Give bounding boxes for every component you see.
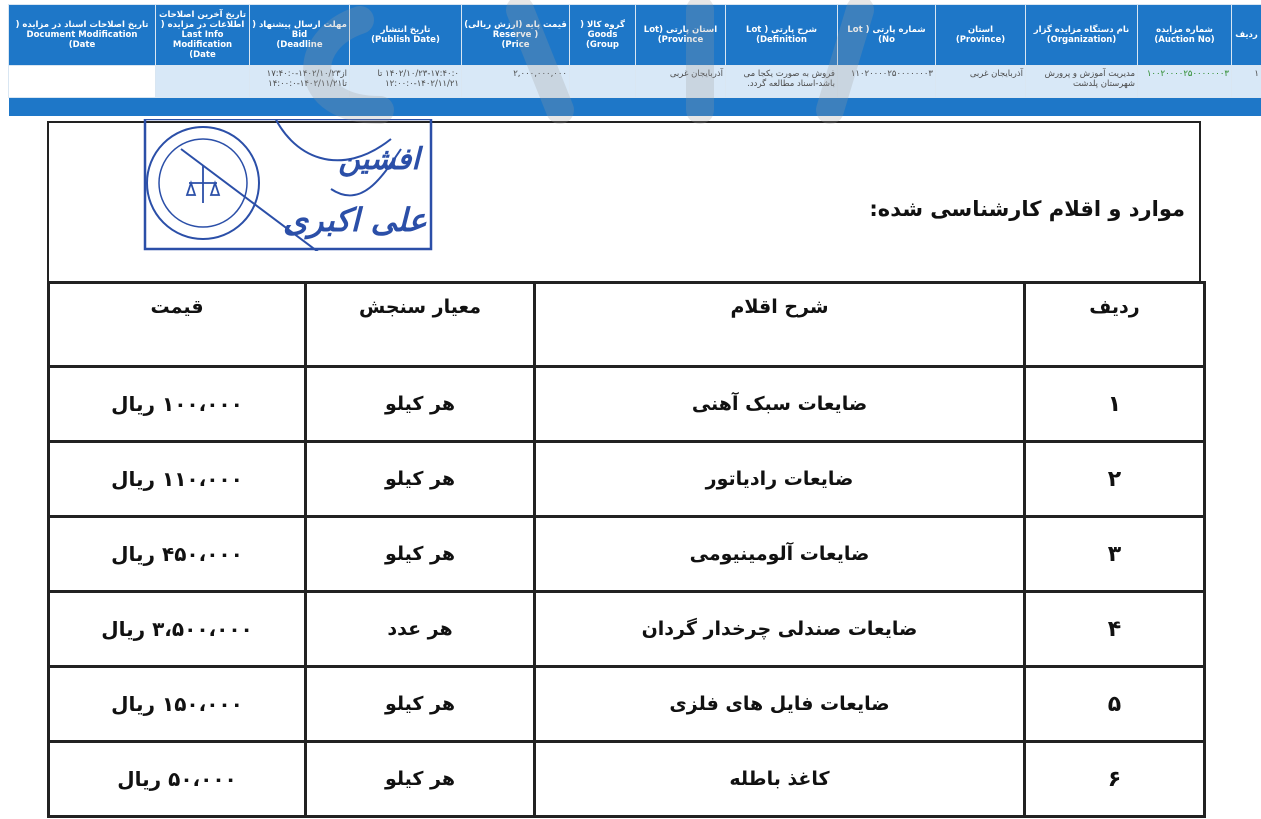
auction-grid-header-row <box>9 5 1261 66</box>
item-description: ضایعات آلومینیومی <box>535 517 1025 592</box>
cell-last-info-mod <box>156 66 250 98</box>
col-header-unit: معیار سنجش <box>306 283 535 367</box>
item-num: ۴ <box>1025 592 1205 667</box>
col-header-organization[interactable]: نام دستگاه مزایده گزار (Organization) <box>1026 5 1138 66</box>
cell-lot-province: آذربایجان غربی <box>636 66 726 98</box>
item-price: ۵۰،۰۰۰ ریال <box>49 742 306 817</box>
item-num: ۲ <box>1025 442 1205 517</box>
col-header-doc-mod[interactable]: تاریخ اصلاحات اسناد در مزایده ( Document Modification Date) <box>9 5 156 66</box>
stamp-name-line2: علی اکبری <box>283 201 427 239</box>
item-num: ۳ <box>1025 517 1205 592</box>
item-price: ۱۰۰،۰۰۰ ریال <box>49 367 306 442</box>
cell-lot-no[interactable]: ۱۱۰۲۰۰۰۰۲۵۰۰۰۰۰۰۰۳ <box>838 66 936 98</box>
cell-bid-deadline: از۱۴۰۲/۱۰/۲۳-۱۷:۴۰:۰ تا۱۴۰۲/۱۱/۲۱-۱۴:۰۰:۰ <box>250 66 350 98</box>
item-description: کاغذ باطله <box>535 742 1025 817</box>
table-row <box>49 742 1205 817</box>
cell-organization: مدیریت آموزش و پرورش شهرستان پلدشت <box>1026 66 1138 98</box>
item-price: ۱۵۰،۰۰۰ ریال <box>49 667 306 742</box>
cell-doc-mod <box>9 66 156 98</box>
col-header-lot-province[interactable]: استان پارتی (Lot Province) <box>636 5 726 66</box>
cell-province: آذربایجان غربی <box>936 66 1026 98</box>
table-row[interactable] <box>9 66 1261 98</box>
cell-goods-group <box>570 66 636 98</box>
item-description: ضایعات صندلی چرخدار گردان <box>535 592 1025 667</box>
col-header-lot-no[interactable]: شماره پارتی ( Lot No) <box>838 5 936 66</box>
item-unit: هر کیلو <box>306 517 535 592</box>
col-header-publish-date[interactable]: تاریخ انتشار (Publish Date) <box>350 5 462 66</box>
item-num: ۶ <box>1025 742 1205 817</box>
document-heading: موارد و اقلام کارشناسی شده: <box>869 197 1185 221</box>
item-unit: هر کیلو <box>306 742 535 817</box>
col-header-row: ردیف <box>1025 283 1205 367</box>
item-price: ۱۱۰،۰۰۰ ریال <box>49 442 306 517</box>
item-num: ۱ <box>1025 367 1205 442</box>
col-header-lot-definition[interactable]: شرح پارتی ( Lot Definition) <box>726 5 838 66</box>
item-description: ضایعات سبک آهنی <box>535 367 1025 442</box>
cell-reserve-price: ۲,۰۰۰,۰۰۰,۰۰۰ <box>462 66 570 98</box>
table-row <box>49 592 1205 667</box>
items-table <box>47 281 1206 818</box>
item-num: ۵ <box>1025 667 1205 742</box>
table-row <box>49 517 1205 592</box>
col-header-goods-group[interactable]: گروه کالا ( Goods Group) <box>570 5 636 66</box>
items-table-header-row <box>49 283 1205 367</box>
col-header-index[interactable]: ردیف <box>1232 5 1261 66</box>
official-stamp <box>141 119 439 251</box>
document-header-box <box>47 121 1201 281</box>
item-unit: هر کیلو <box>306 667 535 742</box>
cell-index: ۱ <box>1232 66 1261 98</box>
item-description: ضایعات رادیاتور <box>535 442 1025 517</box>
table-row <box>49 367 1205 442</box>
col-header-reserve-price[interactable]: قیمت پایه (ارزش ریالی) ( Reserve Price) <box>462 5 570 66</box>
auction-grid <box>8 4 1261 116</box>
col-header-last-info-mod[interactable]: تاریخ آخرین اصلاحات اطلاعات در مزایده ( Last Info Modification Date) <box>156 5 250 66</box>
cell-publish-date: ۱۴۰۲/۱۰/۲۳-۱۷:۴۰:۰ تا ۱۴۰۲/۱۱/۲۱-۱۲:۰۰:۰ <box>350 66 462 98</box>
table-row <box>49 442 1205 517</box>
table-row <box>49 667 1205 742</box>
auction-grid-footer <box>9 98 1261 117</box>
item-unit: هر کیلو <box>306 442 535 517</box>
item-unit: هر کیلو <box>306 367 535 442</box>
col-header-price: قیمت <box>49 283 306 367</box>
stamp-name-line1: افشین <box>338 142 420 177</box>
col-header-description: شرح اقلام <box>535 283 1025 367</box>
item-price: ۴۵۰،۰۰۰ ریال <box>49 517 306 592</box>
col-header-bid-deadline[interactable]: مهلت ارسال پیشنهاد ( Bid Deadline) <box>250 5 350 66</box>
item-unit: هر عدد <box>306 592 535 667</box>
item-description: ضایعات فایل های فلزی <box>535 667 1025 742</box>
col-header-auction-no[interactable]: شماره مزایده (Auction No) <box>1138 5 1232 66</box>
cell-auction-no[interactable]: ۱۰۰۲۰۰۰۰۲۵۰۰۰۰۰۰۰۳ <box>1138 66 1232 98</box>
item-price: ۳،۵۰۰،۰۰۰ ریال <box>49 592 306 667</box>
col-header-province[interactable]: استان (Province) <box>936 5 1026 66</box>
cell-lot-definition: فروش به صورت یکجا می باشد-اسناد مطالعه گردد. <box>726 66 838 98</box>
